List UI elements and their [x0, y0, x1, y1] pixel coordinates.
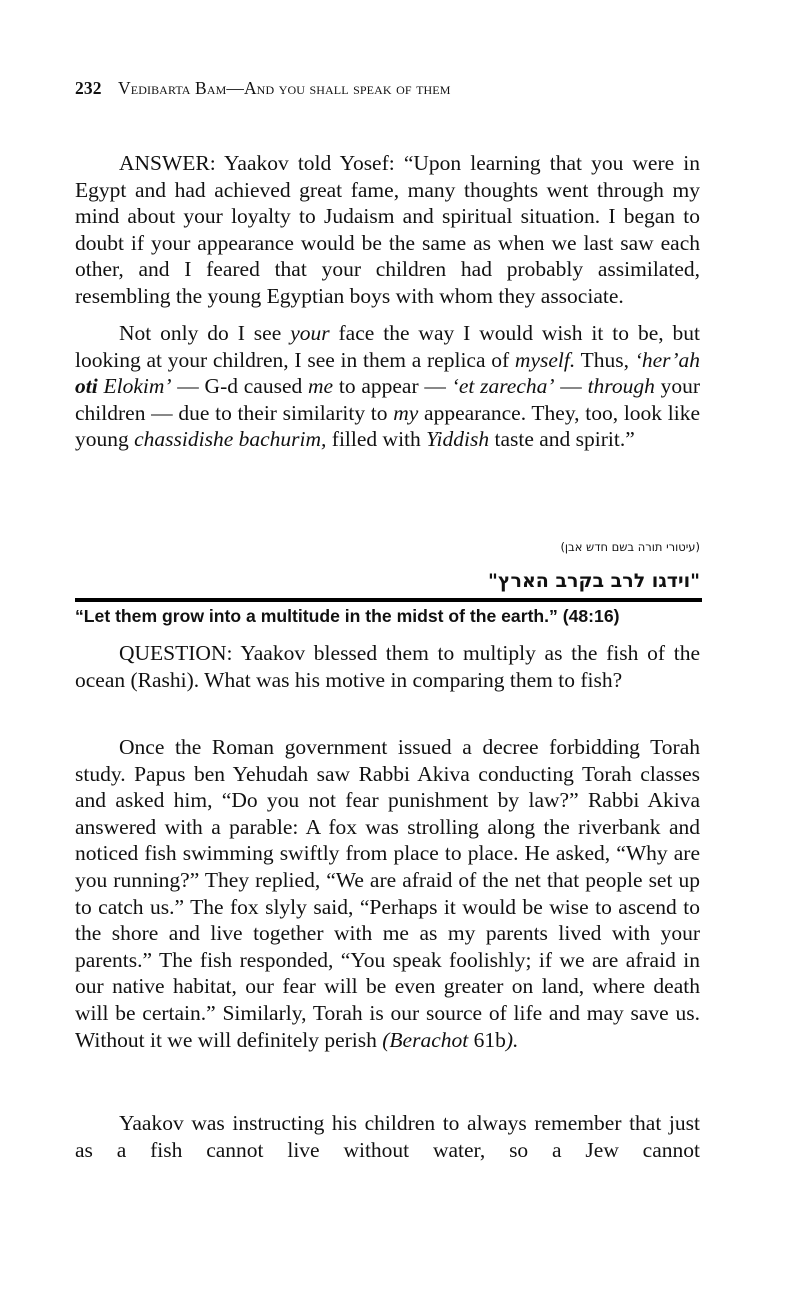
section-divider	[75, 598, 702, 602]
answer-parable-paragraph: Once the Roman government issued a decree forbidding Torah study. Papus ben Yehudah saw Rabbi Akiva conducting Torah classes and asked him, “Do you not fear punishment by law?” Rabbi Akiva answered with a parable: A fox was strolling along the riverbank and noticed fish swimming swiftly from place to place. He asked, “Why are you running?” They replied, “We are afraid of the net that people set up to catch us.” The fox slyly said, “Perhaps it would be wise to ascend to the shore and live together with me as my parents lived with your parents.” The fish responded, “You speak foolishly; if we are afraid in our native habitat, our fear will be even greater on land, where death will be certain.” Similarly, Torah is our source of life and may save us. Without it we will definitely perish (Berachot 61b).	[75, 735, 700, 1052]
answer-paragraph-prev	[75, 150, 700, 310]
running-title: Vedibarta Bam—And you shall speak of them	[118, 78, 451, 98]
running-header	[75, 78, 451, 99]
hebrew-verse-title: "וידגו לרב בקרב הארץ"	[488, 570, 700, 592]
page-number: 232	[75, 78, 102, 98]
answer-conclusion-paragraph: Yaakov was instructing his children to always remember that just as a fish cannot live without water, so a Jew cannot	[75, 1111, 700, 1162]
english-verse-title: “Let them grow into a multitude in the midst of the earth.” (48:16)	[75, 606, 620, 626]
answer-text: ANSWER: Yaakov told Yosef: “Upon learning that you were in Egypt and had achieved great fame, many thoughts went through my mind about your loyalty to Judaism and spiritual situation. I began to doubt if your appearance would be the same as when we last saw each other, and I feared that your children had probably assimilated, resembling the young Egyptian boys with whom they associate.	[75, 151, 700, 308]
citation-berachot: Berachot	[389, 1027, 469, 1052]
source-citation: (עיטורי תורה בשם חדש אבן)	[560, 540, 700, 554]
question-paragraph: QUESTION: Yaakov blessed them to multiply as the fish of the ocean (Rashi). What was his motive in comparing them to fish?	[75, 641, 700, 692]
paragraph-yosef-children: Not only do I see your face the way I would wish it to be, but looking at your children, I see in them a replica of myself. Thus, ‘her’ah oti Elokim’ — G-d caused me to appear — ‘et zarecha’ — through your children — due to their similarity to my appearance. They, too, look like young chassidishe bachurim, filled with Yiddish taste and spirit.”	[75, 321, 701, 452]
